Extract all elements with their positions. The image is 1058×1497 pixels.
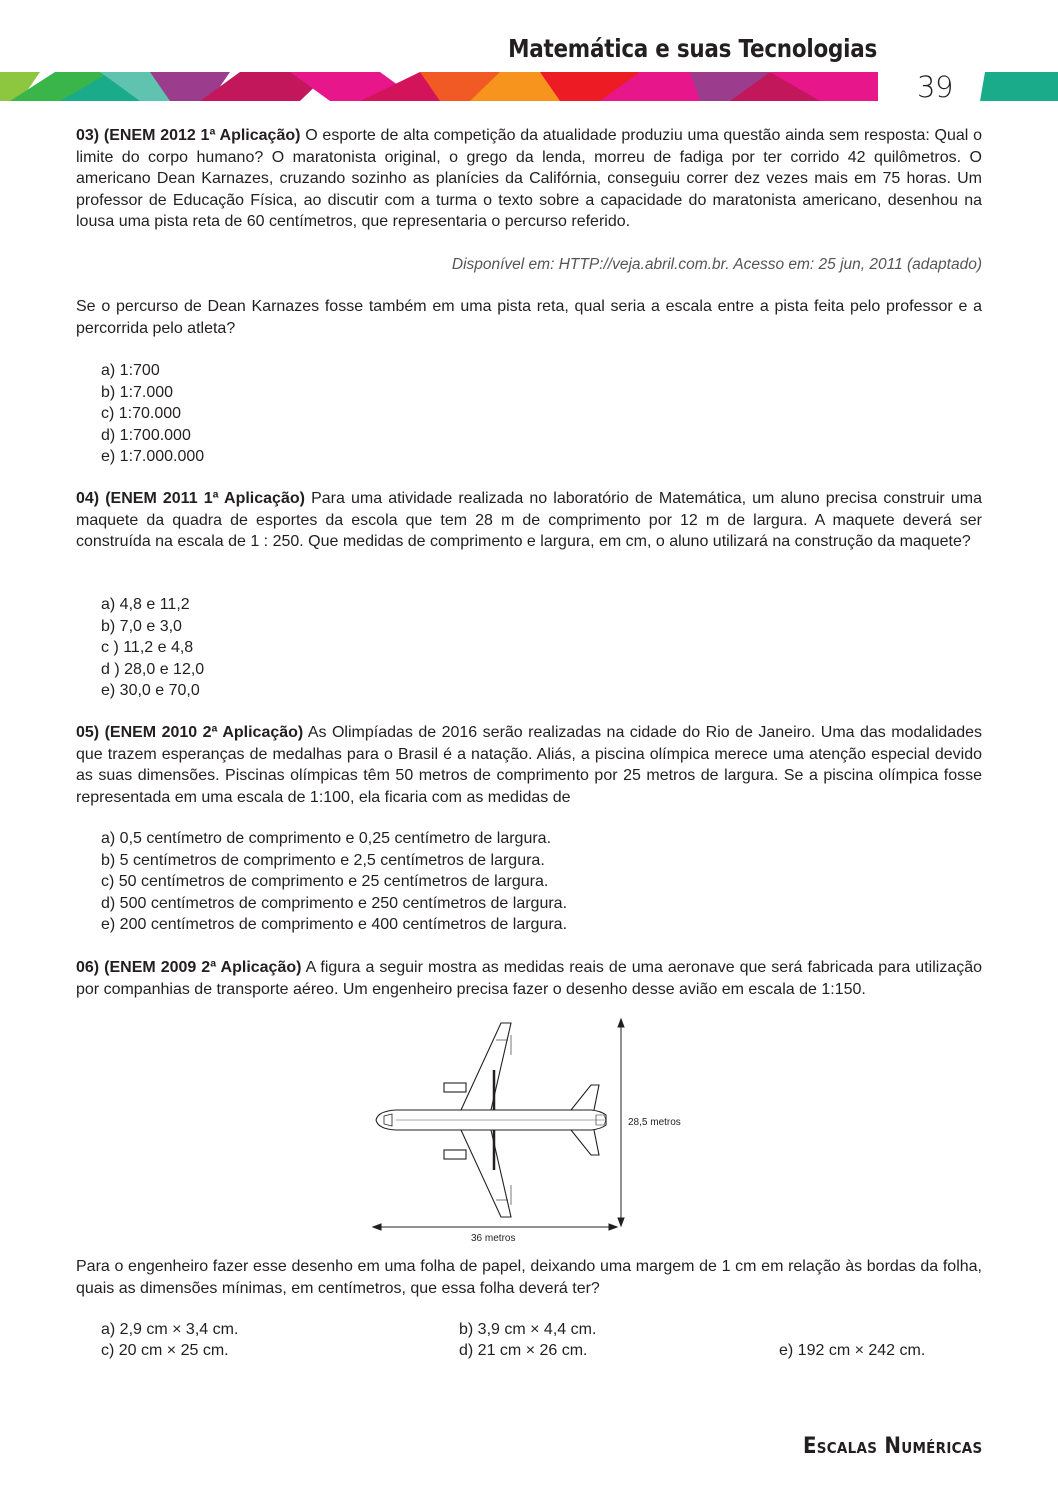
option-05-c: c) 50 centímetros de comprimento e 25 centímetros de largura. [101, 873, 549, 890]
option-05-a: a) 0,5 centímetro de comprimento e 0,25 centímetro de largura. [101, 830, 552, 847]
question-04 [76, 488, 982, 553]
option-06-d: d) 21 cm × 26 cm. [459, 1342, 588, 1359]
option-04-a: a) 4,8 e 11,2 [101, 596, 190, 613]
option-06-e: e) 192 cm × 242 cm. [779, 1342, 926, 1359]
option-05-b: b) 5 centímetros de comprimento e 2,5 centímetros de largura. [101, 851, 545, 869]
question-04-statement [76, 488, 982, 553]
question-06-prompt [76, 1256, 982, 1299]
option-05-d: d) 500 centímetros de comprimento e 250 centímetros de largura. [101, 894, 568, 912]
option-03-d: d) 1:700.000 [101, 426, 191, 444]
question-06-statement [76, 957, 982, 1000]
question-04-options [76, 594, 982, 702]
question-05-text: As Olimpíadas de 2016 serão realizadas na cidade do Rio de Janeiro. Uma das modalidades que trazem esperanças de medalhas para o Brasil é a natação. Aliás, a piscina olímpica merece uma atenção especial devido as suas dimensões. Piscinas olímpicas têm 50 metros de comprimento por 25 metros de largura. Se a piscina olímpica fosse representada em uma escala de 1:100, ela ficaria com as medidas de [76, 724, 982, 806]
question-06 [76, 957, 982, 1000]
question-06-text: A figura a seguir mostra as medidas reais de uma aeronave que será fabricada para utilização por companhias de transporte aéreo. Um engenheiro precisa fazer o desenho desse avião em escala de 1:150. [76, 959, 983, 998]
option-04-e: e) 30,0 e 70,0 [101, 682, 200, 699]
option-04-c: c ) 11,2 e 4,8 [101, 639, 194, 656]
page-number: 39 [917, 70, 953, 104]
question-03-text: O esporte de alta competição da atualidade produziu uma questão ainda sem resposta: Qual o limite do corpo humano? O maratonista original, o grego da lenda, morreu de fadiga por ter corrido 42 quilômetros. O americano Dean Karnazes, cruzando sozinho as planícies da Califórnia, conseguiu correr dez vezes mais em 75 horas. Um professor de Educação Física, ao discutir com a turma o texto sobre a capacidade do maratonista americano, desenhou na lousa uma pista reta de 60 centímetros, que representaria o percurso referido. [76, 127, 983, 230]
option-03-b: b) 1:7.000 [101, 383, 174, 401]
question-03 [76, 125, 982, 233]
decorative-color-band [0, 72, 1058, 101]
question-04-text: Para uma atividade realizada no laboratório de Matemática, um aluno precisa construir uma maquete da quadra de esportes da escola que tem 28 m de comprimento por 12 m de largura. A maquete deverá ser construída na escala de 1 : 250. Que medidas de comprimento e largura, em cm, o aluno utilizará na construção da maquete? [76, 490, 982, 550]
question-03-question: Se o percurso de Dean Karnazes fosse também em uma pista reta, qual seria a escala entre a pista feita pelo professor e a percorrida pelo atleta? [76, 298, 982, 337]
page-header-title: Matemática e suas Tecnologias [508, 34, 877, 63]
option-04-d: d ) 28,0 e 12,0 [101, 660, 205, 678]
question-03-prompt [76, 296, 982, 339]
option-03-e: e) 1:7.000.000 [101, 448, 205, 465]
option-03-c: c) 1:70.000 [101, 405, 182, 422]
airplane-diagram [366, 1015, 696, 1247]
section-footer-title: Escalas Numéricas [802, 1434, 982, 1459]
option-05-e: e) 200 centímetros de comprimento e 400 centímetros de largura. [101, 916, 568, 933]
question-03-options [76, 360, 982, 468]
question-04-number: 04) (ENEM 2011 1ª Aplicação) [76, 490, 305, 507]
question-03-statement [76, 125, 982, 233]
option-04-b: b) 7,0 e 3,0 [101, 617, 182, 635]
question-05 [76, 722, 982, 808]
question-03-number: 03) (ENEM 2012 1ª Aplicação) [76, 127, 301, 144]
height-dimension-label: 28,5 metros [628, 1117, 681, 1128]
question-06-question: Para o engenheiro fazer esse desenho em uma folha de papel, deixando uma margem de 1 cm em relação às bordas da folha, quais as dimensões mínimas, em centímetros, que essa folha deverá ter? [76, 1258, 982, 1297]
width-dimension-label: 36 metros [471, 1233, 516, 1244]
question-05-number: 05) (ENEM 2010 2ª Aplicação) [76, 724, 304, 741]
question-06-number: 06) (ENEM 2009 2ª Aplicação) [76, 959, 302, 976]
option-06-a: a) 2,9 cm × 3,4 cm. [101, 1321, 239, 1338]
option-06-c: c) 20 cm × 25 cm. [101, 1342, 229, 1359]
option-06-b: b) 3,9 cm × 4,4 cm. [459, 1321, 597, 1338]
question-05-statement [76, 722, 982, 808]
question-05-options [76, 828, 982, 936]
option-03-a: a) 1:700 [101, 362, 160, 379]
question-03-source: Disponível em: HTTP://veja.abril.com.br. Acesso em: 25 jun, 2011 (adaptado) [451, 256, 982, 273]
